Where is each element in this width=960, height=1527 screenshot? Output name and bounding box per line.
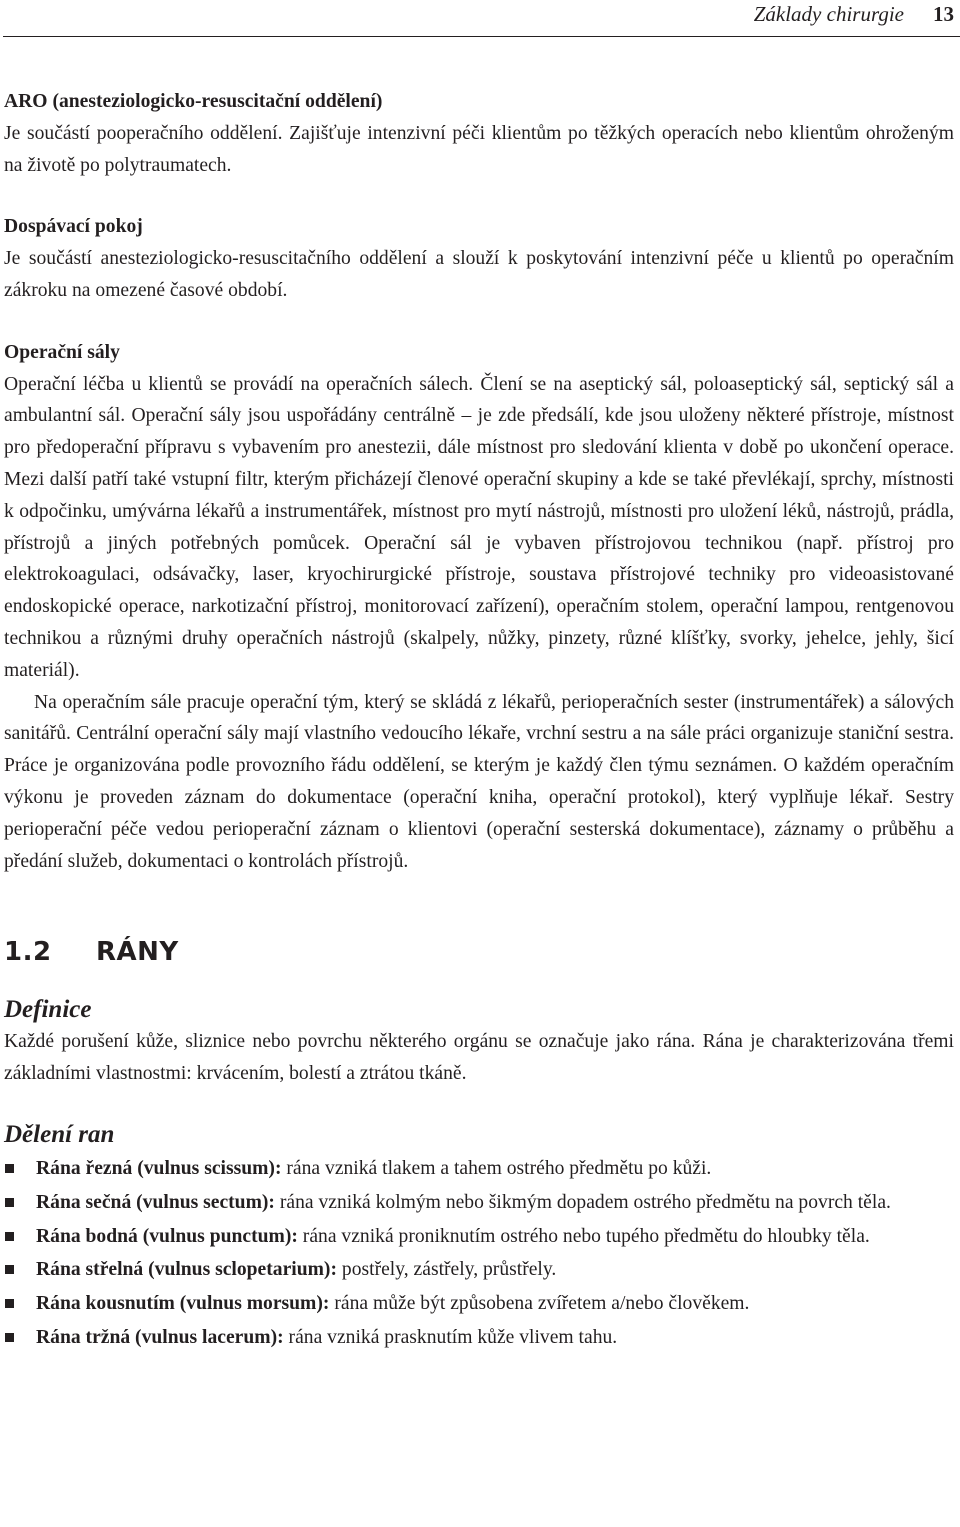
running-header [0, 0, 960, 36]
wound-types-list [4, 1153, 954, 1354]
section-text: Je součástí anesteziologicko-resuscitačního oddělení a slouží k poskytování intenzivní péče u klientů po operačním zákroku na omezené časové období. [4, 248, 954, 301]
wound-description: rána vzniká proniknutím ostrého nebo tupého předmětu do hloubky těla. [302, 1225, 870, 1247]
square-bullet-icon [5, 1299, 14, 1308]
square-bullet-icon [5, 1198, 14, 1207]
list-item [4, 1322, 954, 1354]
square-bullet-icon [5, 1232, 14, 1241]
chapter-title: RÁNY [96, 937, 179, 968]
page-number: 13 [933, 2, 954, 26]
list-item [4, 1187, 954, 1219]
definice-heading: Definice [4, 996, 92, 1024]
list-item [4, 1254, 954, 1286]
wound-term: Rána sečná (vulnus sectum): [36, 1191, 275, 1213]
page-content [4, 86, 954, 1356]
chapter-heading [4, 935, 954, 969]
square-bullet-icon [5, 1265, 14, 1274]
wound-term: Rána bodná (vulnus punctum): [36, 1225, 298, 1247]
chapter-number: 1.2 [4, 937, 52, 968]
wound-description: rána vzniká prasknutím kůže vlivem tahu. [288, 1326, 618, 1348]
list-item [4, 1288, 954, 1320]
wound-description: postřely, zástřely, průstřely. [341, 1259, 557, 1281]
section-dospavaci-pokoj [4, 211, 954, 306]
running-title: Základy chirurgie [753, 2, 904, 26]
section-text: Operační léčba u klientů se provádí na operačních sálech. Člení se na aseptický sál, poloaseptický sál, septický sál a ambulantní sál. Operační sály jsou uspořádány centrálně – je zde předsálí, kde jsou uloženy některé přístroje, místnost pro předoperační přípravu s vybavením pro anestezii, dále místnost pro sledování klienta v době po ukončení operace. Mezi další patří také vstupní filtr, kterým přicházejí členové operační skupiny a kde se také převlékají, sprchy, místnosti k odpočinku, umývárna lékařů a instrumentářek, místnost pro mytí nástrojů, místnosti pro uložení léků, nástrojů, prádla, přístrojů a jiných potřebných pomůcek. Operační sál je vybaven přístrojovou technikou (např. přístroj pro elektrokoagulaci, odsávačky, laser, kryochirurgické přístroje, soustava přístrojové techniky pro videoasistované endoskopické operace, narkotizační přístroj, monitorovací zařízení), operačním stolem, operační lampou, rentgenovou technikou a různými druhy operačních nástrojů (skalpely, nůžky, pinzety, různé klíšťky, svorky, jehelce, jehly, šicí materiál). [4, 373, 954, 681]
wound-description: rána vzniká kolmým nebo šikmým dopadem ostrého předmětu na povrch těla. [279, 1191, 891, 1213]
wound-description: rána může být způsobena zvířetem a/nebo člověkem. [334, 1293, 750, 1315]
section-title: ARO (anesteziologicko-resuscitační oddělení) [4, 91, 383, 112]
wound-term: Rána tržná (vulnus lacerum): [36, 1326, 284, 1348]
wound-term: Rána kousnutím (vulnus morsum): [36, 1293, 330, 1315]
header-rule [3, 36, 960, 37]
list-item [4, 1221, 954, 1253]
section-text: Je součástí pooperačního oddělení. Zajišťuje intenzivní péči klientům po těžkých operacích nebo klientům ohroženým na životě po polytraumatech. [4, 122, 954, 176]
deleni-ran-heading: Dělení ran [4, 1120, 115, 1148]
square-bullet-icon [5, 1333, 14, 1342]
section-title: Operační sály [4, 341, 120, 363]
square-bullet-icon [5, 1164, 14, 1173]
list-item [4, 1153, 954, 1185]
wound-term: Rána střelná (vulnus sclopetarium): [36, 1259, 337, 1281]
definice-text: Každé porušení kůže, sliznice nebo povrchu některého orgánu se označuje jako rána. Rána je charakterizována třemi základními vlastnostmi: krvácením, bolestí a ztrátou tkáně. [4, 1031, 954, 1085]
section-text: Na operačním sále pracuje operační tým, který se skládá z lékařů, perioperačních sester (instrumentářek) a sálových sanitářů. Centrální operační sály mají vlastního vedoucího lékaře, vrchní sestru a na sále práci organizuje staniční sestra. Práce je organizována podle provozního řádu oddělení, se kterým je každý člen týmu seznámen. O každém operačním výkonu je proveden záznam do dokumentace (operační kniha, operační protokol), který vyplňuje lékař. Sestry perioperační péče vedou perioperační záznam o klientovi (operační sesterská dokumentace), záznamy o průběhu a předání služeb, dokumentaci o kontrolách přístrojů. [4, 691, 954, 872]
section-operacni-saly [4, 337, 954, 878]
wound-term: Rána řezná (vulnus scissum): [36, 1157, 282, 1179]
section-title: Dospávací pokoj [4, 216, 143, 238]
wound-description: rána vzniká tlakem a tahem ostrého předmětu po kůži. [286, 1157, 712, 1179]
section-aro [4, 86, 954, 181]
